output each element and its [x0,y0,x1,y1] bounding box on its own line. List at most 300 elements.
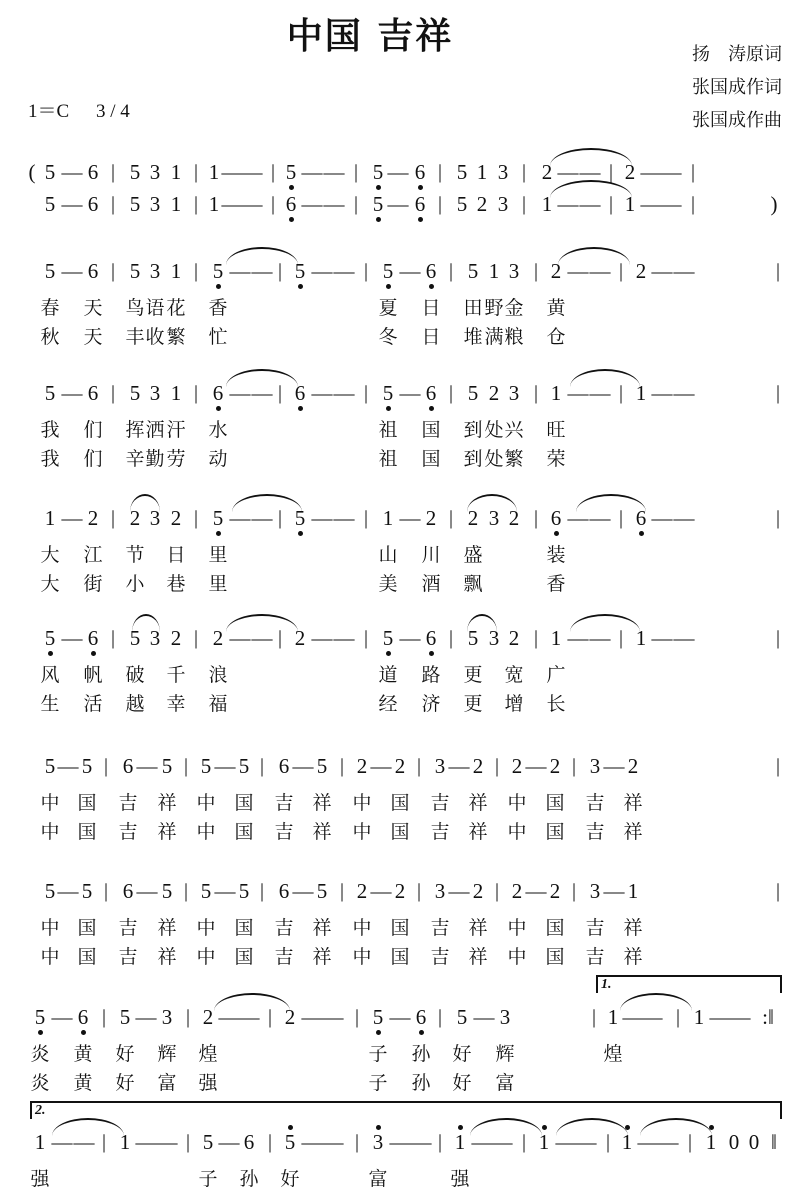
note: 1 [34,1130,46,1154]
dash: — [241,160,263,184]
credit-original-lyricist: 扬 涛原词 [692,44,782,65]
bar-line: | [270,161,275,183]
note: 3 [488,506,500,530]
dash: — [579,192,601,216]
note: 6 [416,624,446,652]
lyric-char: 日 [421,326,441,348]
low-octave-dot-icon [38,1030,43,1035]
lyric-char: 煌 [198,1043,218,1065]
bar-line: | [259,880,264,902]
lyric-char: 花 [166,297,186,319]
lyric-char: 语 [145,297,165,319]
lyric-char: 中 [196,792,216,814]
dash: — [135,1130,157,1154]
slur-icon [467,494,517,512]
dash: — [311,506,333,530]
bar-line: | [618,260,623,282]
lyric-char: 吉 [430,917,450,939]
note: 3 [499,1005,511,1029]
note: 5 [316,879,328,903]
note: 5 [238,754,250,778]
dash: — [389,1005,411,1029]
low-octave-dot-icon [48,651,53,656]
dash: — [73,1130,95,1154]
note: 6 [87,259,99,283]
lyric-char: 大 [40,544,60,566]
dash: — [555,1130,577,1154]
lyric-char: 盛 [463,544,483,566]
note: 1 [624,192,636,216]
note: 3 [149,506,161,530]
note: 0 [748,1130,760,1154]
lyric-char: 辉 [157,1043,177,1065]
lyric-char: 孙 [239,1168,259,1190]
lyric-char: 强 [450,1168,470,1190]
lyric-char: 挥 [125,419,145,441]
dash: — [218,1005,240,1029]
lyric-char: 日 [421,297,441,319]
lyric-char: 大 [40,573,60,595]
lyric-char: 繁 [504,448,524,470]
note: 5 [373,257,403,285]
bar-line: | [185,1006,190,1028]
note: 6 [278,879,290,903]
note: 6 [243,1130,255,1154]
note: 6 [405,158,435,186]
lyric-char: 勤 [145,448,165,470]
lyric-char: 吉 [118,792,138,814]
lyric-char: 中 [40,821,60,843]
bar-line: | [571,880,576,902]
lyric-char: 中 [507,946,527,968]
lyric-char: 酒 [421,573,441,595]
note: 2 [284,1005,296,1029]
lyric-char: 川 [421,544,441,566]
dash: — [370,754,392,778]
lyric-char: 里 [208,544,228,566]
low-octave-dot-icon [429,284,434,289]
dash: — [322,1005,344,1029]
dash: — [333,259,355,283]
low-octave-dot-icon [216,284,221,289]
note: 5 [275,1128,305,1156]
lyric-char: 好 [115,1072,135,1094]
dash: — [322,1130,344,1154]
lyric-char: 繁 [166,326,186,348]
dash: — [229,381,251,405]
lyric-char: 国 [234,917,254,939]
low-octave-dot-icon [376,1030,381,1035]
lyric-char: 国 [545,821,565,843]
note: 1 [44,506,56,530]
note: 5 [202,1130,214,1154]
bar-line: | [363,382,368,404]
note: 6 [276,190,306,218]
lyric-char: 香 [208,297,228,319]
lyric-char: 中 [196,917,216,939]
lyric-char: 中 [352,792,372,814]
note: 2 [508,506,520,530]
note: 1 [170,259,182,283]
bar-line: | [494,880,499,902]
note: 2 [476,192,488,216]
lyric-char: 吉 [430,946,450,968]
note: 6 [87,381,99,405]
bar-line: | [533,627,538,649]
dash: — [387,160,409,184]
note: 5 [363,158,393,186]
note: 5 [44,754,56,778]
lyric-char: 祥 [623,917,643,939]
low-octave-dot-icon [81,1030,86,1035]
dash: — [589,381,611,405]
slur-icon [570,369,640,387]
dash: — [221,192,243,216]
low-octave-dot-icon [298,406,303,411]
dash: — [651,626,673,650]
bar-line: | [675,1006,680,1028]
bar-line: | [448,507,453,529]
lyric-char: 祥 [623,792,643,814]
note: 2 [394,879,406,903]
lyric-char: 香 [546,573,566,595]
lyric-char: 江 [83,544,103,566]
lyric-char: 活 [83,693,103,715]
note: 2 [549,754,561,778]
dash: — [214,879,236,903]
lyric-char: 炎 [30,1043,50,1065]
lyric-char: 小 [125,573,145,595]
lyric-char: 炎 [30,1072,50,1094]
lyric-char: 吉 [274,946,294,968]
note: 2 [488,381,500,405]
lyric-char: 祖 [378,419,398,441]
dash: — [251,381,273,405]
lyric-char: 旺 [546,419,566,441]
lyric-char: 好 [280,1168,300,1190]
lyric-char: 到 [463,419,483,441]
lyric-char: 野 [484,297,504,319]
note: 1 [529,1128,559,1156]
note: 3 [508,381,520,405]
lyric-char: 增 [504,693,524,715]
note: 6 [122,754,134,778]
note: 2 [627,754,639,778]
slur-icon [550,148,632,166]
note: 3 [508,259,520,283]
lyric-char: 祥 [312,917,332,939]
high-octave-dot-icon [376,1125,381,1130]
bar-line: | [416,880,421,902]
note: 2 [356,754,368,778]
note: 3 [149,381,161,405]
note: 5 [373,379,403,407]
dash: — [491,1130,513,1154]
lyric-char: 帆 [83,664,103,686]
note: 2 [170,626,182,650]
low-octave-dot-icon [419,1030,424,1035]
lyric-char: 鸟 [125,297,145,319]
lyric-char: 辉 [495,1043,515,1065]
dash: — [301,160,323,184]
lyric-char: 济 [421,693,441,715]
note: 3 [363,1128,393,1156]
lyric-char: 仓 [546,326,566,348]
song-title: 中国 吉祥 [286,16,454,57]
note: 5 [203,257,233,285]
low-octave-dot-icon [216,531,221,536]
note: 2 [129,506,141,530]
bar-line: ‖ [771,1130,777,1154]
dash: — [448,754,470,778]
lyric-char: 生 [40,693,60,715]
lyric-char: 路 [421,664,441,686]
bar-line: | [353,193,358,215]
lyric-char: 处 [484,419,504,441]
bar-line: | [618,507,623,529]
note: 1 [119,1130,131,1154]
lyric-char: 好 [115,1043,135,1065]
note: 5 [200,879,212,903]
lyric-char: 中 [507,792,527,814]
lyric-char: 广 [546,664,566,686]
lyric-char: 我 [40,448,60,470]
slur-icon [226,247,298,265]
lyric-char: 国 [390,946,410,968]
note: 1 [693,1005,705,1029]
lyric-char: 里 [208,573,228,595]
bar-line: | [533,382,538,404]
lyric-char: 国 [77,821,97,843]
dash: — [567,259,589,283]
note: 3 [497,192,509,216]
note: 2 [356,879,368,903]
bar-line: | [437,1131,442,1153]
lyric-char: 山 [378,544,398,566]
bar-line: | [101,1006,106,1028]
dash: — [387,192,409,216]
lyric-char: 国 [390,792,410,814]
note: 3 [497,160,509,184]
lyric-char: 巷 [166,573,186,595]
lyric-char: 幸 [166,693,186,715]
lyric-char: 祥 [623,946,643,968]
lyric-char: 强 [30,1168,50,1190]
lyric-char: 风 [40,664,60,686]
note: 6 [541,504,571,532]
lyric-char: 日 [166,544,186,566]
lyric-char: 吉 [274,792,294,814]
note: 2 [467,506,479,530]
note: 1 [696,1128,726,1156]
note: 6 [416,379,446,407]
lyric-char: 黄 [73,1043,93,1065]
bar-line: :‖ [762,1005,774,1029]
lyric-char: 国 [421,419,441,441]
bar-line: | [193,507,198,529]
note: 5 [161,754,173,778]
note: 0 [728,1130,740,1154]
note: 6 [68,1003,98,1031]
lyric-char: 汗 [166,419,186,441]
dash: — [333,506,355,530]
lyric-char: 吉 [585,917,605,939]
note: 5 [25,1003,55,1031]
dash: — [389,1130,411,1154]
bar-line: | [354,1131,359,1153]
lyric-char: 国 [77,792,97,814]
bar-line: | [775,260,780,282]
lyric-char: 们 [83,419,103,441]
note: 5 [363,190,393,218]
slur-icon [132,614,160,632]
dash: — [709,1005,731,1029]
bar-line: | [193,193,198,215]
dash: — [557,192,579,216]
high-octave-dot-icon [542,1125,547,1130]
low-octave-dot-icon [429,651,434,656]
note: 1 [208,192,220,216]
bar-line: | [521,161,526,183]
lyric-char: 粮 [504,326,524,348]
note: 5 [285,504,315,532]
dash: — [589,626,611,650]
lyric-char: 中 [196,946,216,968]
note: 5 [129,192,141,216]
dash: — [729,1005,751,1029]
note: 5 [238,879,250,903]
note: 1 [382,506,394,530]
note: 1 [635,381,647,405]
dash: — [660,192,682,216]
low-octave-dot-icon [386,406,391,411]
bar-line: | [448,260,453,282]
dash: — [399,381,421,405]
dash: — [399,259,421,283]
slur-icon [467,614,497,632]
credits [692,38,782,137]
lyric-char: 国 [234,792,254,814]
lyric-char: 好 [452,1072,472,1094]
lyric-char: 处 [484,448,504,470]
dash: — [292,754,314,778]
note: 5 [276,158,306,186]
dash: — [579,160,601,184]
note: 2 [294,626,306,650]
bar-line: | [605,1131,610,1153]
dash: — [135,1005,157,1029]
slur-icon [558,247,630,265]
low-octave-dot-icon [298,284,303,289]
lyric-char: 国 [421,448,441,470]
lyric-char: 祥 [157,792,177,814]
lyric-char: 吉 [430,821,450,843]
note: 5 [467,381,479,405]
note: 6 [87,192,99,216]
note: 6 [78,624,108,652]
note: 2 [472,879,484,903]
slur-icon [232,494,302,512]
lyric-char: 祥 [468,792,488,814]
lyric-char: 们 [83,448,103,470]
slur-icon [470,1118,542,1136]
lyric-char: 国 [234,946,254,968]
lyric-char: 道 [378,664,398,686]
dash: — [640,160,662,184]
lyric-char: 中 [196,821,216,843]
bar-line: | [687,1131,692,1153]
bar-line: | [193,382,198,404]
bar-line: | [103,880,108,902]
lyric-char: 吉 [274,821,294,843]
lyric-char: 祥 [312,946,332,968]
bar-line: | [339,755,344,777]
lyric-char: 金 [504,297,524,319]
lyric-char: 祥 [157,917,177,939]
bar-line: | [110,260,115,282]
lyric-char: 忙 [208,326,228,348]
lyric-char: 中 [40,946,60,968]
lyric-char: 中 [40,917,60,939]
note: 5 [44,259,56,283]
lyric-char: 美 [378,573,398,595]
bar-line: | [110,382,115,404]
note: 5 [81,879,93,903]
note: 1 [170,381,182,405]
note: 2 [635,259,647,283]
low-octave-dot-icon [91,651,96,656]
note: 2 [549,879,561,903]
dash: — [673,626,695,650]
note: 5 [203,504,233,532]
note: 6 [416,257,446,285]
low-octave-dot-icon [418,217,423,222]
key: 1＝C [28,101,70,122]
slur-icon [214,993,290,1011]
dash: — [557,160,579,184]
key-signature [28,96,152,123]
bar-line: | [618,627,623,649]
dash: — [57,879,79,903]
note: 5 [44,879,56,903]
dash: — [651,259,673,283]
dash: — [218,1130,240,1154]
note: 2 [541,160,553,184]
note: 1 [445,1128,475,1156]
lyric-char: 宽 [504,664,524,686]
note: 2 [511,879,523,903]
lyric-char: 祥 [468,821,488,843]
bar-line: | [533,507,538,529]
lyric-char: 吉 [274,917,294,939]
dash: — [57,754,79,778]
lyric-char: 国 [77,946,97,968]
bar-line: | [618,382,623,404]
dash: — [641,1005,663,1029]
bar-line: | [354,1006,359,1028]
lyric-char: 祥 [468,917,488,939]
note: 5 [119,1005,131,1029]
lyric-char: 国 [77,917,97,939]
lyric-char: 装 [546,544,566,566]
lyric-char: 劳 [166,448,186,470]
note: 2 [394,754,406,778]
lyric-char: 好 [452,1043,472,1065]
bar-line: | [533,260,538,282]
note: 6 [405,190,435,218]
lyric-char: 煌 [603,1043,623,1065]
lyric-char: 吉 [118,946,138,968]
